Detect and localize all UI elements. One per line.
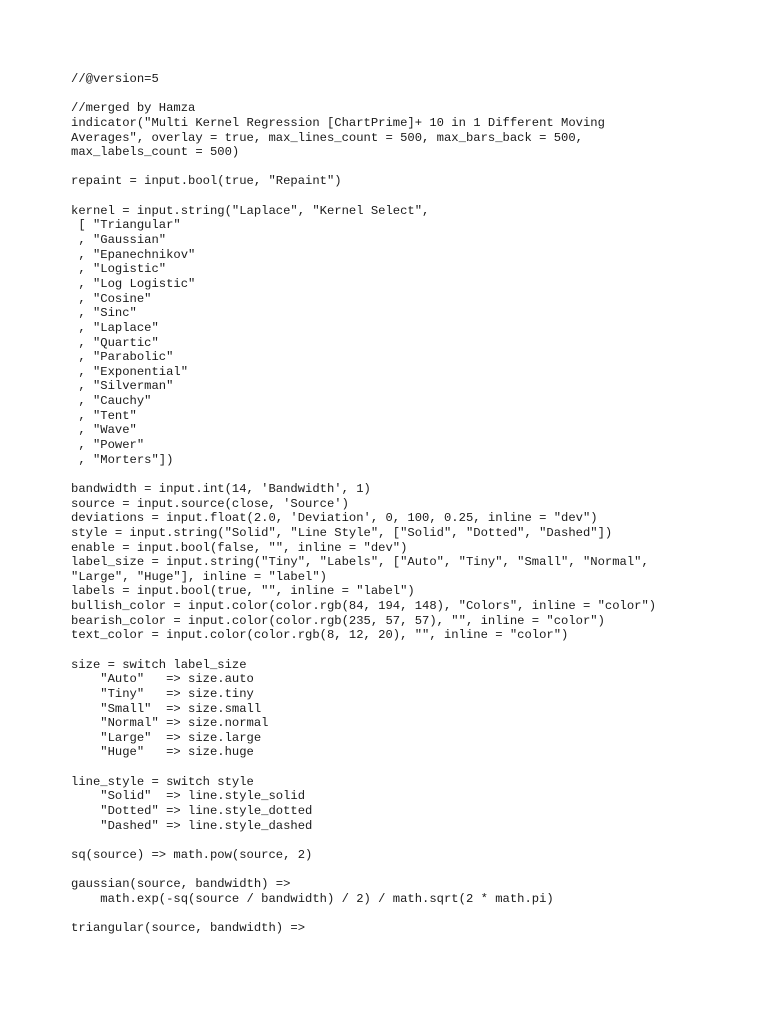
code-line: deviations = input.float(2.0, 'Deviation', 0, 100, 0.25, inline = "dev") xyxy=(71,511,598,526)
code-line: bandwidth = input.int(14, 'Bandwidth', 1) xyxy=(71,481,371,496)
code-line: , "Tent" xyxy=(71,408,137,423)
code-line: "Huge" => size.huge xyxy=(71,745,254,760)
code-line: repaint = input.bool(true, "Repaint") xyxy=(71,174,342,189)
code-line: [ "Triangular" xyxy=(71,218,181,233)
code-line: max_labels_count = 500) xyxy=(71,145,240,160)
code-line: "Dotted" => line.style_dotted xyxy=(71,804,313,819)
code-line: , "Exponential" xyxy=(71,364,189,379)
code-line: source = input.source(close, 'Source') xyxy=(71,496,349,511)
code-line: "Tiny" => size.tiny xyxy=(71,686,254,701)
code-line: "Auto" => size.auto xyxy=(71,672,254,687)
code-line xyxy=(71,467,761,482)
code-line: kernel = input.string("Laplace", "Kernel Select", xyxy=(71,203,430,218)
code-line: , "Gaussian" xyxy=(71,233,167,248)
code-line: size = switch label_size xyxy=(71,657,247,672)
code-line: text_color = input.color(color.rgb(8, 12, 20), "", inline = "color") xyxy=(71,628,569,643)
code-line: Averages", overlay = true, max_lines_count = 500, max_bars_back = 500, xyxy=(71,130,583,145)
code-line: , "Silverman" xyxy=(71,379,174,394)
code-line: , "Cauchy" xyxy=(71,394,152,409)
code-line: triangular(source, bandwidth) => xyxy=(71,921,306,936)
code-line: labels = input.bool(true, "", inline = "label") xyxy=(71,584,415,599)
code-line xyxy=(71,833,761,848)
code-block xyxy=(71,72,761,936)
code-line: //@version=5 xyxy=(71,72,159,86)
code-line: //merged by Hamza xyxy=(71,101,196,116)
code-line: , "Wave" xyxy=(71,423,137,438)
code-line: indicator("Multi Kernel Regression [ChartPrime]+ 10 in 1 Different Moving xyxy=(71,115,605,130)
code-line: , "Epanechnikov" xyxy=(71,247,196,262)
code-line: sq(source) => math.pow(source, 2) xyxy=(71,847,313,862)
code-line: , "Parabolic" xyxy=(71,350,174,365)
code-line: "Solid" => line.style_solid xyxy=(71,789,306,804)
code-line xyxy=(71,863,761,878)
code-line: "Large", "Huge"], inline = "label") xyxy=(71,569,327,584)
code-line: "Small" => size.small xyxy=(71,701,262,716)
code-line: label_size = input.string("Tiny", "Labels", ["Auto", "Tiny", "Small", "Normal", xyxy=(71,555,649,570)
code-line xyxy=(71,907,761,922)
code-line xyxy=(71,760,761,775)
code-line: "Large" => size.large xyxy=(71,730,262,745)
code-line: bullish_color = input.color(color.rgb(84, 194, 148), "Colors", inline = "color") xyxy=(71,599,657,614)
code-line: style = input.string("Solid", "Line Style", ["Solid", "Dotted", "Dashed"]) xyxy=(71,525,613,540)
code-line xyxy=(71,643,761,658)
code-line: math.exp(-sq(source / bandwidth) / 2) / math.sqrt(2 * math.pi) xyxy=(71,891,554,906)
code-line: gaussian(source, bandwidth) => xyxy=(71,877,291,892)
code-line: enable = input.bool(false, "", inline = "dev") xyxy=(71,540,408,555)
code-line: , "Sinc" xyxy=(71,306,137,321)
code-line: , "Logistic" xyxy=(71,262,167,277)
code-line: , "Cosine" xyxy=(71,291,152,306)
code-line: , "Quartic" xyxy=(71,335,159,350)
code-line: "Dashed" => line.style_dashed xyxy=(71,818,313,833)
code-line: , "Morters"]) xyxy=(71,452,174,467)
code-line: , "Laplace" xyxy=(71,320,159,335)
code-line: bearish_color = input.color(color.rgb(235, 57, 57), "", inline = "color") xyxy=(71,613,605,628)
code-line: , "Log Logistic" xyxy=(71,276,196,291)
code-line: , "Power" xyxy=(71,438,145,453)
code-line: "Normal" => size.normal xyxy=(71,716,269,731)
code-line xyxy=(71,87,761,102)
code-line xyxy=(71,160,761,175)
code-line xyxy=(71,189,761,204)
code-line: line_style = switch style xyxy=(71,774,254,789)
